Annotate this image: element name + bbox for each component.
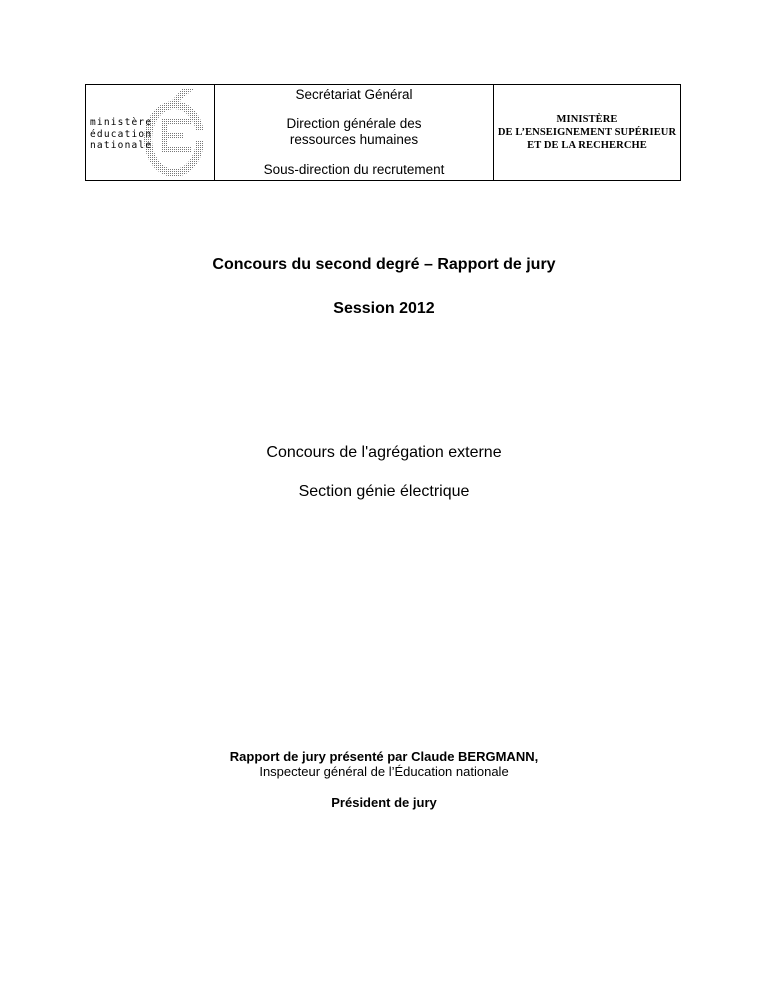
- direction-label-line2: ressources humaines: [289, 132, 419, 147]
- logo-word: nationale: [90, 140, 153, 151]
- session-label: Session 2012: [333, 300, 435, 317]
- document-title: Concours du second degré – Rapport de jury: [212, 256, 556, 273]
- ministry-name: [498, 113, 676, 152]
- ministry-name-line3: ET DE LA RECHERCHE: [527, 140, 647, 151]
- president-label: Président de jury: [331, 795, 437, 810]
- concours-label: Concours de l'agrégation externe: [266, 444, 502, 461]
- direction-label-line1: Direction générale des: [286, 116, 422, 131]
- section-label: Section génie électrique: [298, 483, 470, 500]
- presenter-label: Rapport de jury présenté par Claude BERGMANN,: [229, 749, 539, 764]
- ministry-logo-cell: [86, 85, 215, 180]
- ministry-logo-words: [90, 117, 152, 152]
- secretariat-label: Secrétariat Général: [295, 87, 413, 102]
- logo-word: éducation: [90, 128, 153, 140]
- presenter-role: Inspecteur général de l’Éducation nationale: [259, 764, 509, 779]
- directorate-cell: [215, 85, 494, 180]
- ministry-name-line1: MINISTÈRE: [556, 114, 618, 125]
- ministry-name-line2: DE L’ENSEIGNEMENT SUPÉRIEUR: [497, 127, 677, 138]
- logo-word: ministère: [90, 117, 153, 128]
- header-table: [85, 84, 681, 181]
- ministry-name-cell: [494, 85, 680, 180]
- subdirection-label: Sous-direction du recrutement: [263, 162, 445, 177]
